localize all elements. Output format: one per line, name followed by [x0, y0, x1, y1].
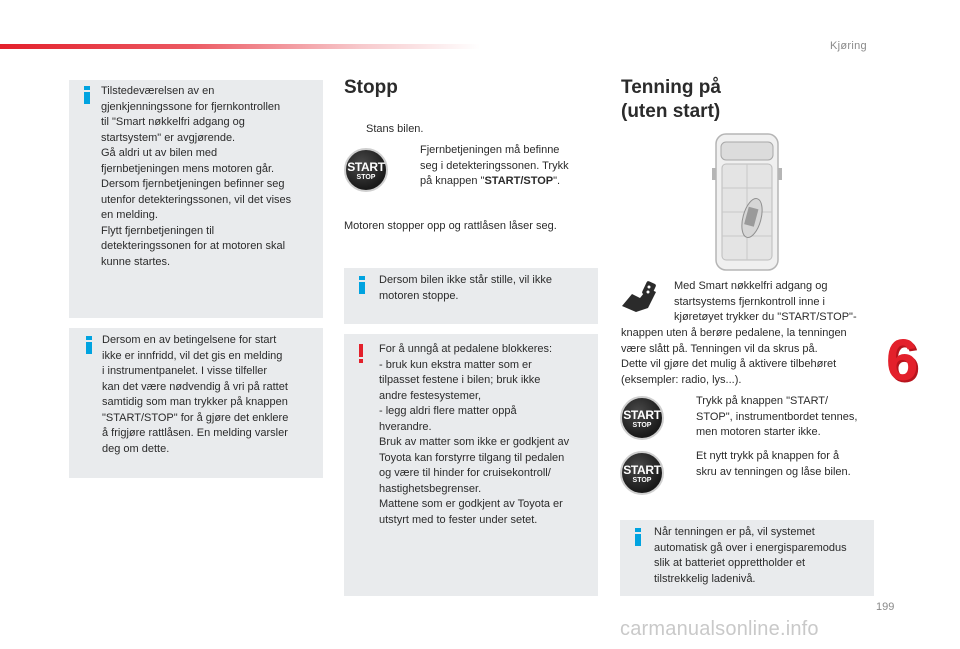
info-icon	[83, 336, 95, 354]
start-stop-button-icon: START STOP	[344, 148, 388, 192]
info-text-not-stationary: Dersom bilen ikke står stille, vil ikke motoren stoppe.	[379, 274, 552, 302]
step-press-start-ignition: Trykk på knappen "START/ STOP", instrumentbordet tennes, men motoren starter ikke.	[696, 395, 858, 438]
warning-icon	[356, 344, 366, 364]
header-accent-bar	[0, 44, 480, 49]
info-box-energy-saving	[620, 520, 874, 596]
heading-ignition-on: Tenning på (uten start)	[621, 77, 721, 122]
heading-stopp: Stopp	[344, 77, 398, 98]
stop-result-text: Motoren stopper opp og rattlåsen låser seg.	[344, 220, 557, 232]
key-inside-text-bottom: knappen uten å berøre pedalene, la tenningen være slått på. Tenningen vil da skrus på. Dette vil gjøre det mulig å aktivere tilbehøret (eksempler: radio, lys...).	[621, 327, 847, 386]
step-stop-car: Stans bilen.	[366, 123, 424, 135]
info-text-start-conditions: Dersom en av betingelsene for start ikke er innfridd, vil det gis en melding i instrumentpanelet. I visse tilfeller kan det være nødvendig å vri på rattet samtidig som man trykker på knappen "START/STOP" for å gjøre det enklere å frigjøre rattlåsen. En melding varsler deg om dette.	[102, 334, 289, 455]
info-text-energy-saving: Når tenningen er på, vil systemet automatisk gå over i energisparemodus slik at batteriet opprettholder et tilstrekkelig ladenivå.	[654, 526, 847, 585]
step-press-start-stop: Fjernbetjeningen må befinne seg i detekteringssonen. Trykk på knappen "START/STOP".	[420, 144, 569, 187]
info-icon	[356, 276, 368, 294]
warning-text-pedals: For å unngå at pedalene blokkeres: - bruk kun ekstra matter som er tilpasset festene i bilen; bruk ikke andre festesystemer, - legg aldri flere matter oppå hverandre. Bruk av matter som ikke er godkjent av Toyota kan forstyrre tilgang til pedalen og være til hinder for cruisekontroll/ hastighetsbegrenser. Mattene som er godkjent av Toyota er utstyrt med to fester under setet.	[379, 343, 570, 526]
info-box-start-conditions	[69, 328, 323, 478]
info-box-not-stationary	[344, 268, 598, 324]
key-inside-text-top: Med Smart nøkkelfri adgang og startsystems fjernkontroll inne i kjøretøyet trykker du "START/STOP"-	[674, 280, 857, 323]
key-fob-hand-icon	[618, 280, 660, 316]
info-icon	[632, 528, 644, 546]
car-top-view-illustration	[712, 128, 782, 274]
step-press-again-off: Et nytt trykk på knappen for å skru av tenningen og låse bilen.	[696, 450, 851, 478]
start-stop-button-icon: START STOP	[620, 451, 664, 495]
warning-box-pedals	[344, 334, 598, 596]
info-icon	[81, 86, 93, 104]
page-number: 199	[876, 601, 895, 613]
chapter-number: 6	[886, 328, 919, 393]
watermark: carmanualsonline.info	[620, 618, 819, 640]
info-text-detection-zone: Tilstedeværelsen av en gjenkjenningssone for fjernkontrollen til "Smart nøkkelfri adgang og startsystem" er avgjørende. Gå aldri ut av bilen med fjernbetjeningen mens motoren går. Dersom fjernbetjeningen befinner seg utenfor detekteringssonen, vil det vises en melding. Flytt fjernbetjeningen til detekteringssonen for at motoren skal kunne startes.	[101, 85, 292, 268]
info-box-detection-zone	[69, 80, 323, 318]
section-title: Kjøring	[830, 40, 867, 52]
start-stop-button-icon: START STOP	[620, 396, 664, 440]
